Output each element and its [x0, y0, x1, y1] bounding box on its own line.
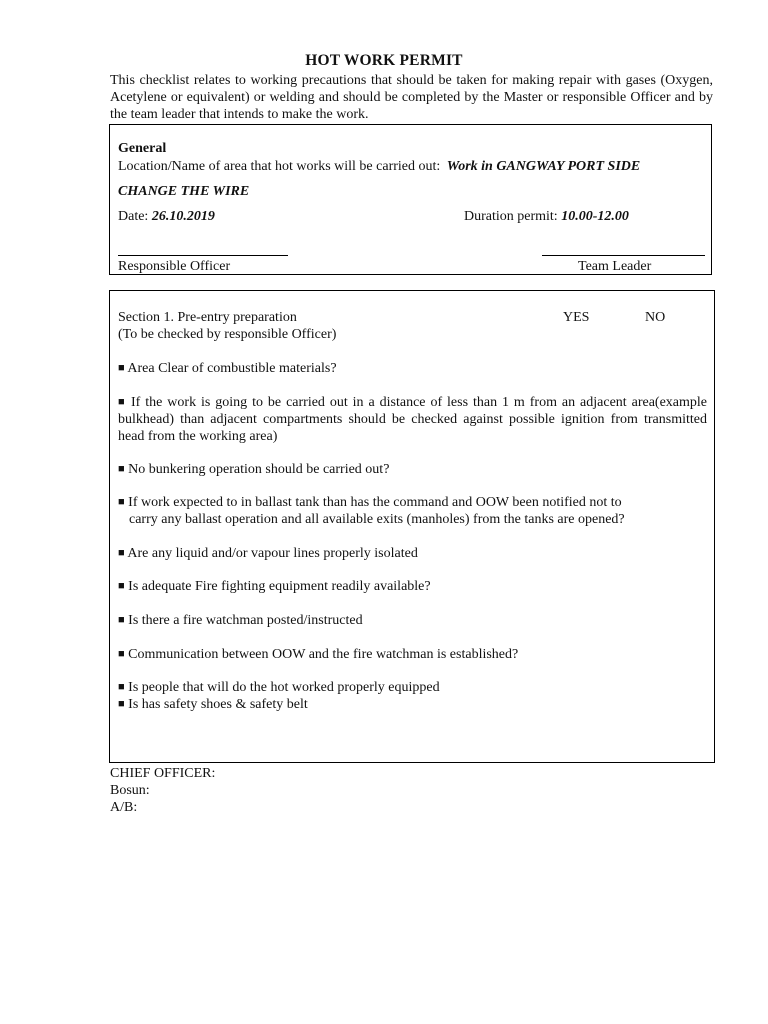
- bosun-label: Bosun:: [110, 783, 150, 798]
- general-heading: General: [118, 141, 167, 156]
- document-title: HOT WORK PERMIT: [305, 52, 463, 69]
- general-section-box: [109, 124, 712, 275]
- bullet-icon: ■: [118, 681, 125, 693]
- section1-box: [109, 290, 715, 763]
- no-column-header: NO: [645, 310, 666, 325]
- checklist-item: ■ If work expected to in ballast tank than has the command and OOW been notified not to: [118, 495, 622, 510]
- bullet-icon: ■: [118, 362, 125, 374]
- ab-label: A/B:: [110, 800, 138, 815]
- chief-officer-label: CHIEF OFFICER:: [110, 766, 216, 781]
- team-leader-signature-line: [542, 255, 705, 256]
- checklist-item: ■ Are any liquid and/or vapour lines properly isolated: [118, 546, 418, 561]
- duration-value: 10.00-12.00: [561, 209, 629, 224]
- bullet-icon: ■: [118, 648, 125, 660]
- date-value: 26.10.2019: [151, 209, 215, 224]
- bullet-icon: ■: [118, 463, 125, 475]
- section1-subheading: (To be checked by responsible Officer): [118, 327, 337, 342]
- bullet-icon: ■: [118, 614, 125, 626]
- bullet-icon: ■: [118, 698, 125, 710]
- location-value-continued: CHANGE THE WIRE: [118, 184, 250, 199]
- checklist-item: ■ No bunkering operation should be carried out?: [118, 462, 390, 477]
- location-label: Location/Name of area that hot works will be carried out:: [118, 159, 441, 174]
- bullet-icon: ■: [118, 580, 125, 592]
- checklist-item: ■ Is has safety shoes & safety belt: [118, 697, 308, 712]
- responsible-officer-label: Responsible Officer: [118, 259, 231, 274]
- signoff-list: [110, 765, 215, 816]
- yes-column-header: YES: [563, 310, 590, 325]
- checklist-item: ■ Is adequate Fire fighting equipment readily available?: [118, 579, 431, 594]
- intro-paragraph: This checklist relates to working precautions that should be taken for making repair with gases (Oxygen, Acetylene or equivalent) or welding and should be completed by the Master or responsible Officer and by the team leader that intends to make the work.: [110, 73, 713, 122]
- duration-row: [464, 208, 629, 225]
- bullet-icon: ■: [118, 547, 125, 559]
- checklist-item: ■ Area Clear of combustible materials?: [118, 361, 337, 376]
- location-row: [118, 158, 640, 175]
- bullet-icon: ■: [118, 496, 125, 508]
- checklist-item: ■ If the work is going to be carried out in a distance of less than 1 m from an adjacent area(example bulkhead) than adjacent compartments should be checked against possible ignition from transmitted head from the working area): [118, 395, 707, 444]
- section1-heading: Section 1. Pre-entry preparation: [118, 310, 297, 325]
- bullet-icon: ■: [118, 396, 127, 408]
- responsible-officer-signature-line: [118, 255, 288, 256]
- duration-label: Duration permit:: [464, 209, 558, 224]
- date-label: Date:: [118, 209, 149, 224]
- date-row: [118, 208, 215, 225]
- team-leader-label: Team Leader: [578, 259, 652, 274]
- checklist-item-continued: carry any ballast operation and all available exits (manholes) from the tanks are opened?: [129, 512, 625, 527]
- checklist-item: ■ Communication between OOW and the fire watchman is established?: [118, 647, 519, 662]
- checklist-item: ■ Is there a fire watchman posted/instructed: [118, 613, 363, 628]
- checklist-item: ■ Is people that will do the hot worked properly equipped: [118, 680, 440, 695]
- location-value: Work in GANGWAY PORT SIDE: [446, 159, 641, 174]
